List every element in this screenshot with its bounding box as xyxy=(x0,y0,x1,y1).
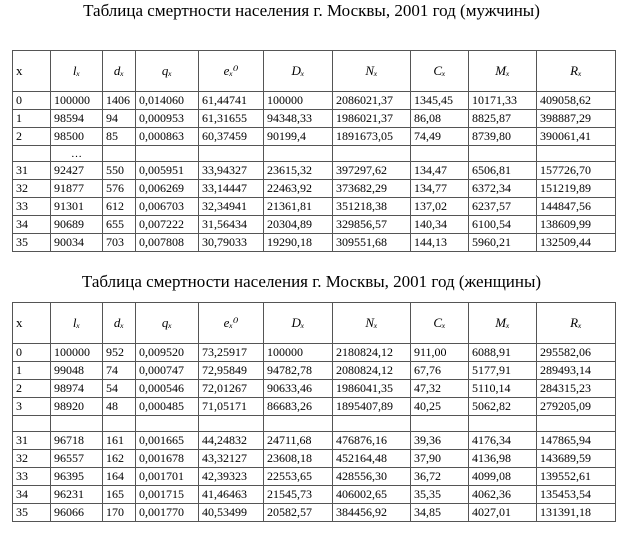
table-row xyxy=(13,216,616,234)
table-row xyxy=(13,432,616,450)
table-cell: 86683,26 xyxy=(264,398,333,416)
table-cell: 100000 xyxy=(51,92,103,110)
table-cell: 6506,81 xyxy=(469,162,537,180)
table-cell: 157726,70 xyxy=(537,162,616,180)
table-cell xyxy=(537,416,616,432)
table-cell: 0 xyxy=(13,344,51,362)
table-cell: 164 xyxy=(103,468,136,486)
column-header: Nₓ xyxy=(333,51,411,92)
column-header: Rₓ xyxy=(537,303,616,344)
table-row xyxy=(13,486,616,504)
table-cell xyxy=(136,416,199,432)
table-cell: 4027,01 xyxy=(469,504,537,522)
table-cell: 138609,99 xyxy=(537,216,616,234)
table-cell: 329856,57 xyxy=(333,216,411,234)
column-header: dₓ xyxy=(103,51,136,92)
table-cell: 131391,18 xyxy=(537,504,616,522)
table-cell: 22463,92 xyxy=(264,180,333,198)
table-cell: 140,34 xyxy=(411,216,469,234)
table-cell: 10171,33 xyxy=(469,92,537,110)
table-cell: 279205,09 xyxy=(537,398,616,416)
table-cell: 2 xyxy=(13,128,51,146)
table-cell: 6100,54 xyxy=(469,216,537,234)
table-cell: 4099,08 xyxy=(469,468,537,486)
table-cell: 33 xyxy=(13,468,51,486)
table-cell: 1986021,37 xyxy=(333,110,411,128)
table-cell: 2086021,37 xyxy=(333,92,411,110)
table-cell xyxy=(411,416,469,432)
table-cell xyxy=(537,146,616,162)
column-header: Dₓ xyxy=(264,303,333,344)
table-row xyxy=(13,362,616,380)
table-cell: 74 xyxy=(103,362,136,380)
header-row xyxy=(13,303,616,344)
table-cell: 151219,89 xyxy=(537,180,616,198)
table-cell: 20304,89 xyxy=(264,216,333,234)
table-cell: 72,01267 xyxy=(199,380,264,398)
table-cell: 100000 xyxy=(264,92,333,110)
table-cell: 31 xyxy=(13,162,51,180)
table-cell: 0,007808 xyxy=(136,234,199,252)
table-cell: 373682,29 xyxy=(333,180,411,198)
table-cell: 952 xyxy=(103,344,136,362)
table-row xyxy=(13,110,616,128)
table-cell: 100000 xyxy=(264,344,333,362)
table-cell: 4176,34 xyxy=(469,432,537,450)
table-cell: 96395 xyxy=(51,468,103,486)
table-cell: 33,94327 xyxy=(199,162,264,180)
table-cell: 1891673,05 xyxy=(333,128,411,146)
table-cell: 99048 xyxy=(51,362,103,380)
table-cell: 655 xyxy=(103,216,136,234)
table-cell: 98500 xyxy=(51,128,103,146)
women-table-title: Таблица смертности населения г. Москвы, 2001 год (женщины) xyxy=(81,272,542,291)
table-row xyxy=(13,380,616,398)
table-cell: 0,000546 xyxy=(136,380,199,398)
table-cell: 1986041,35 xyxy=(333,380,411,398)
table-cell: 72,95849 xyxy=(199,362,264,380)
table-cell: 0,000485 xyxy=(136,398,199,416)
table-cell: 0,006703 xyxy=(136,198,199,216)
column-header: x xyxy=(13,51,51,92)
table-cell: 22553,65 xyxy=(264,468,333,486)
table-cell: 43,32127 xyxy=(199,450,264,468)
table-cell: 24711,68 xyxy=(264,432,333,450)
table-cell: 37,90 xyxy=(411,450,469,468)
table-cell xyxy=(103,146,136,162)
table-cell: 284315,23 xyxy=(537,380,616,398)
table-cell xyxy=(51,416,103,432)
table-row xyxy=(13,468,616,486)
table-cell: 32 xyxy=(13,180,51,198)
table-cell: 23608,18 xyxy=(264,450,333,468)
table-cell: 60,37459 xyxy=(199,128,264,146)
table-cell: 92427 xyxy=(51,162,103,180)
table-cell xyxy=(13,416,51,432)
table-cell: 67,76 xyxy=(411,362,469,380)
table-cell xyxy=(199,416,264,432)
table-row xyxy=(13,198,616,216)
table-cell xyxy=(136,146,199,162)
table-cell: 0,009520 xyxy=(136,344,199,362)
table-cell: 5110,14 xyxy=(469,380,537,398)
ellipsis-row xyxy=(13,146,616,162)
table-cell: 48 xyxy=(103,398,136,416)
table-row xyxy=(13,504,616,522)
table-cell: 0,001665 xyxy=(136,432,199,450)
table-cell xyxy=(103,416,136,432)
table-cell xyxy=(411,146,469,162)
table-cell: 73,25917 xyxy=(199,344,264,362)
table-cell: 35 xyxy=(13,504,51,522)
table-cell: 34 xyxy=(13,216,51,234)
table-cell: 0,001701 xyxy=(136,468,199,486)
table-cell: 100000 xyxy=(51,344,103,362)
table-cell: 4136,98 xyxy=(469,450,537,468)
column-header: qₓ xyxy=(136,303,199,344)
table-cell: 0,000953 xyxy=(136,110,199,128)
table-cell: 74,49 xyxy=(411,128,469,146)
table-cell: 23615,32 xyxy=(264,162,333,180)
table-cell: 21361,81 xyxy=(264,198,333,216)
table-row xyxy=(13,162,616,180)
column-header: Cₓ xyxy=(411,303,469,344)
table-cell: 134,77 xyxy=(411,180,469,198)
table-cell: 40,53499 xyxy=(199,504,264,522)
table-cell xyxy=(264,416,333,432)
table-cell: 703 xyxy=(103,234,136,252)
table-cell: 397297,62 xyxy=(333,162,411,180)
table-cell: 96557 xyxy=(51,450,103,468)
table-cell: 96718 xyxy=(51,432,103,450)
table-cell: 289493,14 xyxy=(537,362,616,380)
table-cell: 5960,21 xyxy=(469,234,537,252)
table-row xyxy=(13,344,616,362)
table-cell: 1 xyxy=(13,362,51,380)
table-cell: 409058,62 xyxy=(537,92,616,110)
table-cell: 42,39323 xyxy=(199,468,264,486)
table-cell: 34,85 xyxy=(411,504,469,522)
table-cell: 134,47 xyxy=(411,162,469,180)
table-cell: 165 xyxy=(103,486,136,504)
table-cell: 0,001715 xyxy=(136,486,199,504)
table-cell: 1 xyxy=(13,110,51,128)
men-table-title: Таблица смертности населения г. Москвы, 2001 год (мужчины) xyxy=(83,1,540,20)
table-cell: 0,000863 xyxy=(136,128,199,146)
table-cell: 90633,46 xyxy=(264,380,333,398)
table-cell: 2180824,12 xyxy=(333,344,411,362)
table-cell: 1895407,89 xyxy=(333,398,411,416)
column-header: Cₓ xyxy=(411,51,469,92)
table-cell: 34 xyxy=(13,486,51,504)
table-cell: 2080824,12 xyxy=(333,362,411,380)
table-cell: 0,001678 xyxy=(136,450,199,468)
table-cell xyxy=(333,146,411,162)
column-header: lₓ xyxy=(51,51,103,92)
table-cell: 5062,82 xyxy=(469,398,537,416)
table-cell: 476876,16 xyxy=(333,432,411,450)
table-row xyxy=(13,180,616,198)
table-cell: 5177,91 xyxy=(469,362,537,380)
table-cell: 90199,4 xyxy=(264,128,333,146)
column-header: dₓ xyxy=(103,303,136,344)
table-cell: 162 xyxy=(103,450,136,468)
table-cell: 33,14447 xyxy=(199,180,264,198)
table-cell: 54 xyxy=(103,380,136,398)
table-cell: 47,32 xyxy=(411,380,469,398)
column-header: Nₓ xyxy=(333,303,411,344)
table-row xyxy=(13,450,616,468)
table-cell: 0,005951 xyxy=(136,162,199,180)
table-cell: 0,014060 xyxy=(136,92,199,110)
table-cell: 398887,29 xyxy=(537,110,616,128)
column-header: eₓ⁰ xyxy=(199,51,264,92)
table-cell: 137,02 xyxy=(411,198,469,216)
table-cell: 96231 xyxy=(51,486,103,504)
table-cell: 911,00 xyxy=(411,344,469,362)
table-cell: 30,79033 xyxy=(199,234,264,252)
table-cell: 452164,48 xyxy=(333,450,411,468)
table-cell: 98920 xyxy=(51,398,103,416)
men-mortality-table xyxy=(12,50,616,252)
table-cell: 71,05171 xyxy=(199,398,264,416)
column-header: qₓ xyxy=(136,51,199,92)
table-cell xyxy=(469,416,537,432)
table-cell xyxy=(13,146,51,162)
ellipsis-mark: … xyxy=(51,146,103,162)
header-row xyxy=(13,51,616,92)
column-header: eₓ⁰ xyxy=(199,303,264,344)
table-cell: 0 xyxy=(13,92,51,110)
table-cell: 295582,06 xyxy=(537,344,616,362)
table-cell: 132509,44 xyxy=(537,234,616,252)
table-cell: 428556,30 xyxy=(333,468,411,486)
table-cell: 161 xyxy=(103,432,136,450)
table-cell: 41,46463 xyxy=(199,486,264,504)
table-cell: 406002,65 xyxy=(333,486,411,504)
table-cell: 550 xyxy=(103,162,136,180)
table-row xyxy=(13,128,616,146)
table-cell: 40,25 xyxy=(411,398,469,416)
column-header: Rₓ xyxy=(537,51,616,92)
table-cell: 32 xyxy=(13,450,51,468)
table-cell: 8825,87 xyxy=(469,110,537,128)
table-cell: 44,24832 xyxy=(199,432,264,450)
table-cell xyxy=(264,146,333,162)
table-cell xyxy=(333,416,411,432)
table-cell: 144,13 xyxy=(411,234,469,252)
table-cell: 4062,36 xyxy=(469,486,537,504)
table-cell xyxy=(199,146,264,162)
table-cell: 94 xyxy=(103,110,136,128)
table-cell: 170 xyxy=(103,504,136,522)
table-cell: 1345,45 xyxy=(411,92,469,110)
table-cell: 144847,56 xyxy=(537,198,616,216)
table-cell: 147865,94 xyxy=(537,432,616,450)
table-cell: 135453,54 xyxy=(537,486,616,504)
table-cell: 33 xyxy=(13,198,51,216)
table-row xyxy=(13,398,616,416)
table-cell: 351218,38 xyxy=(333,198,411,216)
table-cell: 0,007222 xyxy=(136,216,199,234)
table-cell: 94782,78 xyxy=(264,362,333,380)
table-cell: 36,72 xyxy=(411,468,469,486)
table-cell: 612 xyxy=(103,198,136,216)
column-header: lₓ xyxy=(51,303,103,344)
table-cell: 19290,18 xyxy=(264,234,333,252)
column-header: Dₓ xyxy=(264,51,333,92)
table-cell: 91301 xyxy=(51,198,103,216)
table-cell: 61,31655 xyxy=(199,110,264,128)
table-cell: 1406 xyxy=(103,92,136,110)
table-cell: 31 xyxy=(13,432,51,450)
ellipsis-row xyxy=(13,416,616,432)
table-cell: 98594 xyxy=(51,110,103,128)
column-header: Mₓ xyxy=(469,51,537,92)
column-header: x xyxy=(13,303,51,344)
women-mortality-table xyxy=(12,302,616,522)
table-cell: 8739,80 xyxy=(469,128,537,146)
table-cell: 90034 xyxy=(51,234,103,252)
table-cell: 0,006269 xyxy=(136,180,199,198)
table-cell: 2 xyxy=(13,380,51,398)
table-cell: 32,34941 xyxy=(199,198,264,216)
table-cell: 384456,92 xyxy=(333,504,411,522)
table-cell: 31,56434 xyxy=(199,216,264,234)
column-header: Mₓ xyxy=(469,303,537,344)
table-cell: 390061,41 xyxy=(537,128,616,146)
table-cell: 21545,73 xyxy=(264,486,333,504)
table-cell: 91877 xyxy=(51,180,103,198)
table-cell: 90689 xyxy=(51,216,103,234)
table-row xyxy=(13,92,616,110)
table-cell: 0,000747 xyxy=(136,362,199,380)
table-cell: 0,001770 xyxy=(136,504,199,522)
table-cell: 94348,33 xyxy=(264,110,333,128)
table-cell: 85 xyxy=(103,128,136,146)
table-cell: 143689,59 xyxy=(537,450,616,468)
table-cell: 35,35 xyxy=(411,486,469,504)
table-cell: 576 xyxy=(103,180,136,198)
table-cell: 96066 xyxy=(51,504,103,522)
table-cell: 3 xyxy=(13,398,51,416)
table-cell: 35 xyxy=(13,234,51,252)
table-row xyxy=(13,234,616,252)
table-cell: 309551,68 xyxy=(333,234,411,252)
table-cell: 86,08 xyxy=(411,110,469,128)
table-cell: 139552,61 xyxy=(537,468,616,486)
table-cell: 6372,34 xyxy=(469,180,537,198)
table-cell xyxy=(469,146,537,162)
table-cell: 61,44741 xyxy=(199,92,264,110)
table-cell: 98974 xyxy=(51,380,103,398)
table-cell: 20582,57 xyxy=(264,504,333,522)
table-cell: 6088,91 xyxy=(469,344,537,362)
table-cell: 39,36 xyxy=(411,432,469,450)
table-cell: 6237,57 xyxy=(469,198,537,216)
